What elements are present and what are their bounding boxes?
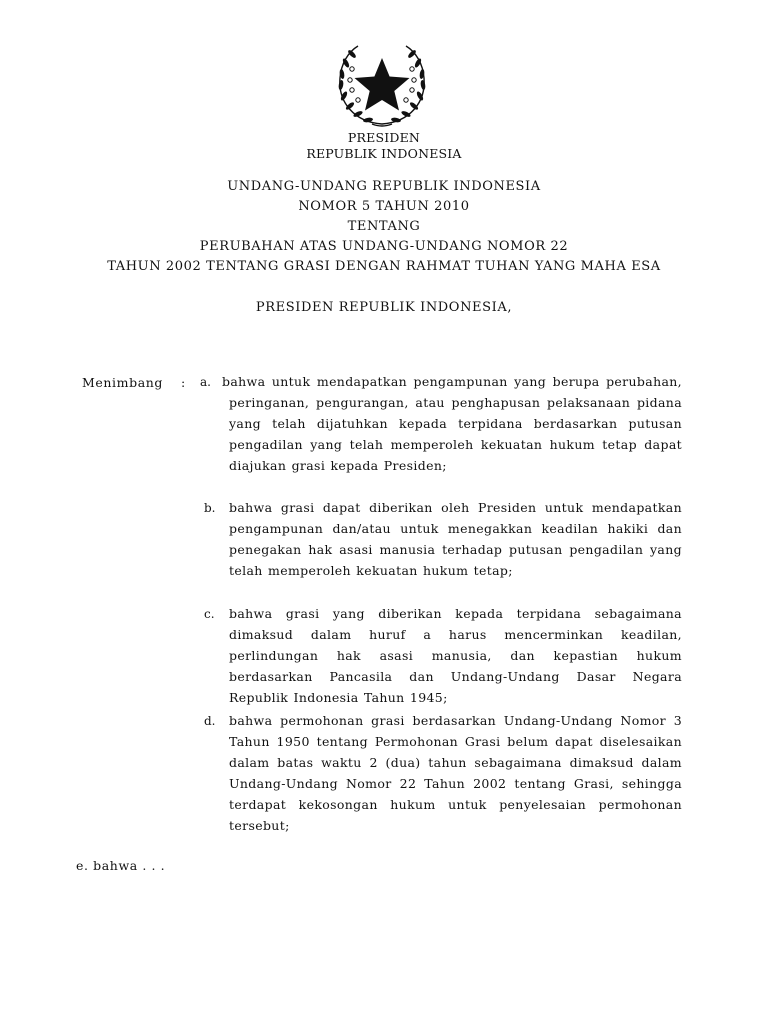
title-line-1: UNDANG-UNDANG REPUBLIK INDONESIA bbox=[227, 179, 541, 194]
presidential-seal-icon bbox=[332, 38, 432, 130]
considering-item-text: bahwa untuk mendapatkan pengampunan yang berupa perubahan, peringanan, pengurangan, atau penghapusan pelaksanaan pidana yang telah dijatuhkan kepada terpidana berdasarkan putusan pengadilan yang telah memperoleh kekuatan hukum tetap dapat diajukan grasi kepada Presiden; bbox=[222, 374, 682, 473]
considering-colon: : bbox=[181, 375, 186, 390]
considering-item-letter: a. bbox=[200, 375, 211, 389]
considering-item-text: bahwa grasi yang diberikan kepada terpidana sebagaimana dimaksud dalam huruf a harus mencerminkan keadilan, perlindungan hak asasi manusia, dan kepastian hukum berdasarkan Pancasila dan Undang-Undang Dasar Negara Republik Indonesia Tahun 1945; bbox=[229, 606, 682, 705]
president-heading: PRESIDEN REPUBLIK INDONESIA, bbox=[255, 300, 513, 315]
title-line-3: TENTANG bbox=[347, 219, 421, 234]
title-line-4: PERUBAHAN ATAS UNDANG-UNDANG NOMOR 22 bbox=[199, 239, 569, 254]
considering-item-text: bahwa grasi dapat diberikan oleh Presiden untuk mendapatkan pengampunan dan/atau untuk menegakkan keadilan hakiki dan penegakan hak asasi manusia terhadap putusan pengadilan yang telah memperoleh kekuatan hukum tetap; bbox=[229, 500, 682, 578]
issuer-line-republic: REPUBLIK INDONESIA bbox=[306, 146, 462, 161]
issuer-line-president: PRESIDEN bbox=[347, 130, 421, 145]
considering-item-letter: b. bbox=[204, 501, 216, 515]
considering-label: Menimbang bbox=[82, 375, 164, 390]
title-line-2: NOMOR 5 TAHUN 2010 bbox=[298, 199, 470, 214]
page-continuation-marker: e. bahwa . . . bbox=[76, 858, 166, 873]
considering-item-letter: c. bbox=[204, 607, 215, 621]
considering-item-text: bahwa permohonan grasi berdasarkan Undang-Undang Nomor 3 Tahun 1950 tentang Permohonan Grasi belum dapat diselesaikan dalam batas waktu 2 (dua) tahun sebagaimana dimaksud dalam Undang-Undang Nomor 22 Tahun 2002 tentang Grasi, sehingga terdapat kekosongan hukum untuk penyelesaian permohonan tersebut; bbox=[229, 713, 682, 833]
considering-item-letter: d. bbox=[204, 714, 216, 728]
title-line-5: TAHUN 2002 TENTANG GRASI DENGAN RAHMAT TUHAN YANG MAHA ESA bbox=[107, 259, 661, 274]
